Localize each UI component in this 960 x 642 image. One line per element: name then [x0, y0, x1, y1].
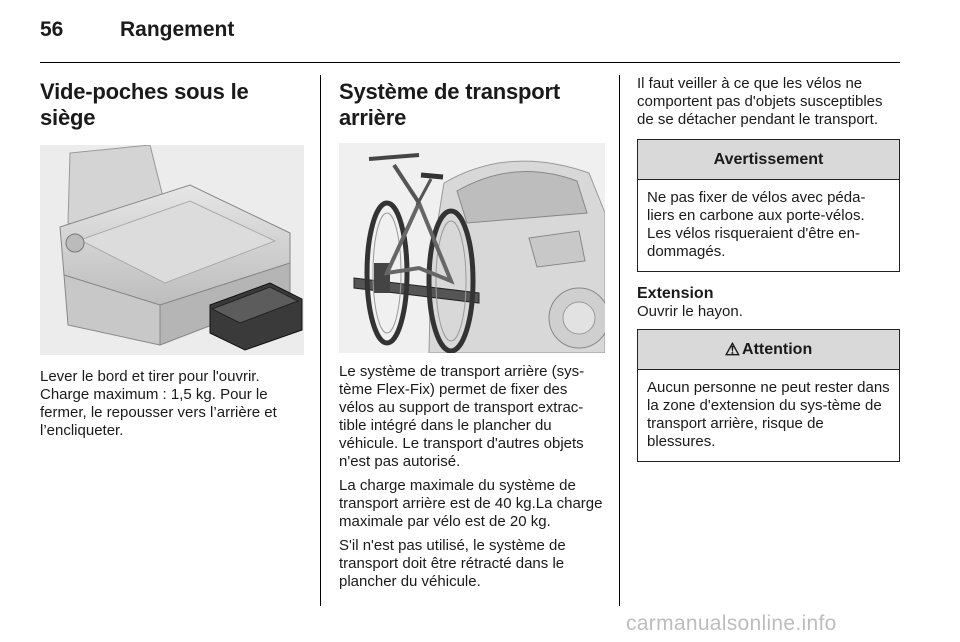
warning-box-header: [638, 140, 899, 180]
warning-box-title: Avertissement: [713, 150, 824, 168]
section-title: Vide-poches sous le siège: [40, 79, 249, 130]
attention-text: Aucun personne ne peut rester dans la zone d'extension du sys-tème de transport arrière, risque de blessures.: [647, 379, 890, 450]
chapter-title: Rangement: [120, 18, 235, 41]
attention-box-header: [638, 330, 899, 370]
watermark: carmanualsonline.info: [626, 612, 837, 635]
seat-drawer-drawing: [40, 145, 304, 355]
intro-paragraph: Il faut veiller à ce que les vélos ne comportent pas d'objets susceptibles de se détacher pendant le transport.: [637, 75, 883, 128]
section-title-line: Système de transport: [339, 79, 560, 104]
bike-carrier-illustration: [339, 143, 605, 353]
column-notices: [637, 75, 902, 462]
section-title-line: arrière: [339, 105, 407, 130]
column-divider: [619, 75, 620, 606]
bike-carrier-drawing: [339, 143, 605, 353]
seat-drawer-illustration: [40, 145, 304, 355]
section-paragraph: S'il n'est pas utilisé, le système de transport doit être rétracté dans le plancher du véhicule.: [339, 537, 566, 590]
page-number: 56: [40, 18, 64, 41]
warning-triangle-icon: ⚠: [724, 339, 741, 359]
attention-box-title: Attention: [742, 340, 813, 358]
header-rule: [40, 62, 900, 63]
attention-box-body: [638, 370, 899, 461]
column-rear-carrier: [339, 75, 605, 591]
section-paragraph: Le système de transport arrière (sys-tème Flex-Fix) permet de fixer des vélos au support de transport extrac-tible intégré dans le plancher du véhicule. Le transport d'autres objets n'est pas autorisé.: [339, 363, 585, 470]
section-body: Lever le bord et tirer pour l'ouvrir. Charge maximum : 1,5 kg. Pour le fermer, le repousser vers l’arrière et l’encliqueter.: [40, 368, 277, 439]
warning-box: [637, 139, 900, 272]
section-paragraph: La charge maximale du système de transport arrière est de 40 kg.La charge maximale par vélo est de 20 kg.: [339, 477, 603, 530]
attention-box: [637, 329, 900, 462]
warning-box-body: [638, 180, 899, 271]
warning-text: Ne pas fixer de vélos avec péda-liers en carbone aux porte-vélos. Les vélos risqueraient d'être en-dommagés.: [647, 189, 866, 260]
subsection-title: Extension: [637, 285, 714, 302]
subsection-body: Ouvrir le hayon.: [637, 303, 743, 320]
column-seat-storage: [40, 75, 304, 440]
column-divider: [320, 75, 321, 606]
